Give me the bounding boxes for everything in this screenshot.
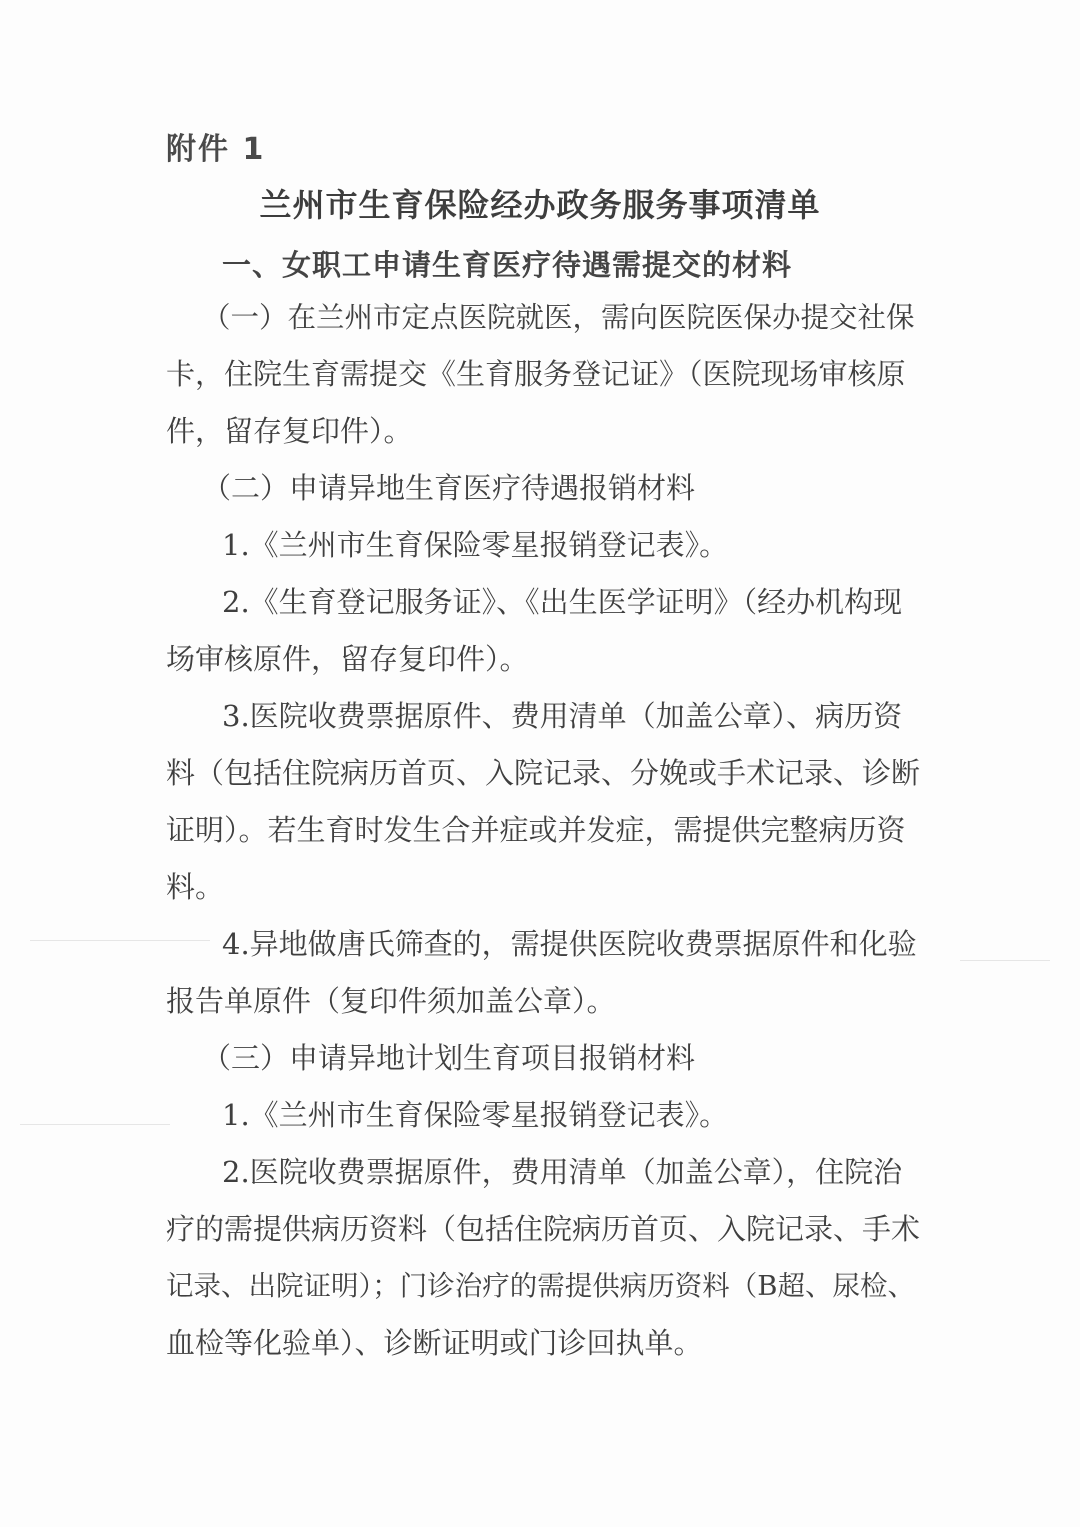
paragraph-line: 卡，住院生育需提交《生育服务登记证》（医院现场审核原 — [166, 357, 906, 391]
scan-artifact — [20, 1124, 170, 1125]
paragraph-line: 记录、出院证明）；门诊治疗的需提供病历资料（B超、尿检、 — [166, 1270, 915, 1302]
paragraph-line: 料。 — [166, 870, 225, 904]
page-title: 兰州市生育保险经办政务服务事项清单 — [259, 186, 821, 224]
attachment-label: 附件 1 — [166, 132, 266, 167]
subsection-heading: （三）申请异地计划生育项目报销材料 — [202, 1041, 696, 1075]
paragraph-line: 场审核原件，留存复印件）。 — [166, 642, 529, 676]
list-item: 3.医院收费票据原件、费用清单（加盖公章）、病历资 — [222, 699, 903, 733]
list-item: 1.《兰州市生育保险零星报销登记表》。 — [222, 528, 729, 562]
list-item: 2.医院收费票据原件，费用清单（加盖公章），住院治 — [222, 1155, 903, 1189]
paragraph-line: 料（包括住院病历首页、入院记录、分娩或手术记录、诊断 — [166, 756, 921, 790]
list-item: 2.《生育登记服务证》、《出生医学证明》（经办机构现 — [222, 585, 903, 619]
paragraph-line: 报告单原件（复印件须加盖公章）。 — [166, 984, 616, 1018]
paragraph-line: 件，留存复印件）。 — [166, 414, 413, 448]
list-item: 4.异地做唐氏筛查的，需提供医院收费票据原件和化验 — [222, 927, 917, 961]
paragraph-line: 血检等化验单）、诊断证明或门诊回执单。 — [166, 1326, 703, 1360]
list-item: 1.《兰州市生育保险零星报销登记表》。 — [222, 1098, 729, 1132]
scan-artifact — [960, 960, 1050, 961]
paragraph-line: 疗的需提供病历资料（包括住院病历首页、入院记录、手术 — [166, 1212, 921, 1246]
section-heading: 一、女职工申请生育医疗待遇需提交的材料 — [222, 248, 793, 282]
scan-artifact — [30, 940, 210, 941]
subsection-heading: （二）申请异地生育医疗待遇报销材料 — [202, 471, 696, 505]
paragraph-line: （一）在兰州市定点医院就医，需向医院医保办提交社保 — [202, 301, 915, 334]
paragraph-line: 证明）。若生育时发生合并症或并发症，需提供完整病历资 — [166, 813, 906, 847]
